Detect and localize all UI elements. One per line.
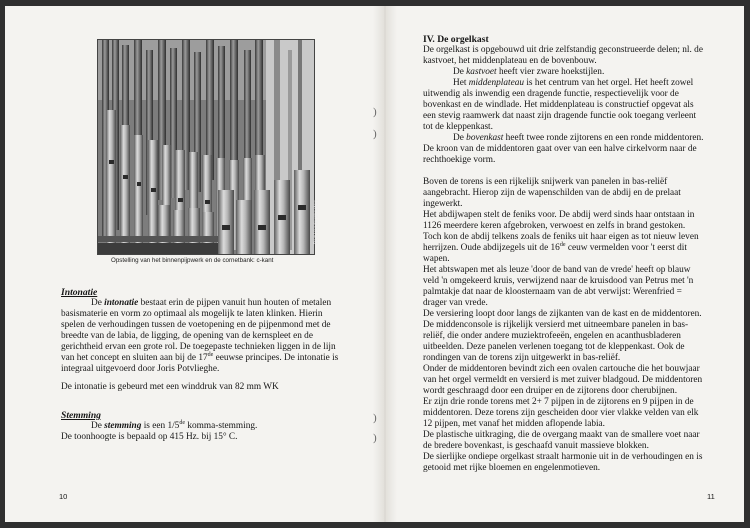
stemming-heading: Stemming <box>61 410 101 421</box>
orgelkast-line: drager van vrede. <box>423 298 488 308</box>
orgelkast-line: De sierlijke ondiepe orgelkast straalt harmonie uit in de verhoudingen en is <box>423 452 703 462</box>
orgelkast-line: ingewerkt. <box>423 199 463 209</box>
orgelkast-line: Boven de torens is een rijkelijk snijwerk van panelen in bas-reliëf <box>423 177 668 187</box>
orgelkast-line: Het abdijwapen stelt de feniks voor. De abdij werd sinds haar ontstaan in <box>423 210 695 220</box>
orgelkast-line: De kroon van de middentoren gaat over van een halve cirkelvorm naar de <box>423 144 697 154</box>
orgelkast-line: 12 pijpen, met vanaf het midden aflopende labia. <box>423 419 606 429</box>
orgelkast-line: tot de kleppenkast. <box>423 122 493 132</box>
intonatie-winddruk: De intonatie is gebeurd met een winddruk van 82 mm WK <box>61 382 279 392</box>
orgelkast-line: De kastvoet heeft vier zware hoekstijlen. <box>453 67 605 77</box>
orgelkast-line: palmtakje dat naar de kloosternaam van de abt verwijst: Werenfried = <box>423 287 682 297</box>
binding-mark: ) <box>373 106 377 118</box>
orgelkast-line: De bovenkast heeft twee ronde zijtorens en een ronde middentoren. <box>453 133 704 143</box>
orgelkast-line: Onder de middentoren bevindt zich een ovalen cartouche die het bouwjaar <box>423 364 700 374</box>
orgelkast-line: De orgelkast is opgebouwd uit drie zelfstandig geconstrueerde delen; nl. de <box>423 45 703 55</box>
page-number-left: 10 <box>59 492 68 501</box>
orgelkast-section <box>423 34 741 474</box>
orgelkast-line: een stevig raamwerk dat naast zijn dragende functie ook toegang verleent <box>423 111 697 121</box>
orgelkast-line: uitbeelden. Deze panelen verlenen toegang tot de kleppenkast. Ook de <box>423 342 685 352</box>
orgelkast-line: veld 'n omgekeerd kruis, verwijzend naar de kruisdood van Petrus met 'n <box>423 276 694 286</box>
stemming-section <box>61 410 353 443</box>
orgelkast-line: reliëf, die onder andere muziektrofeeën, engelen en acanthusbladeren <box>423 331 681 341</box>
orgelkast-line: de bredere bovenkast, is geschaafd vanuit massieve blokken. <box>423 441 649 451</box>
orgelkast-line: van het orgel vermeldt en versierd is met zuiver bladgoud. De middentoren <box>423 375 703 385</box>
orgelkast-line: 1126 meerdere keren afgebroken, verwoest en zelfs in brand gestoken. <box>423 221 686 231</box>
binding-mark: ) <box>373 412 377 424</box>
photo-credit: Bert Vanderstraeten <box>313 200 319 245</box>
orgelkast-line: uitwendig als inwendig een dragende functie, respectievelijk voor de <box>423 89 679 99</box>
orgelkast-line: rondingen van de torens zijn uitgewerkt in bas-reliëf. <box>423 353 621 363</box>
right-page <box>385 6 744 522</box>
orgelkast-line: Toch kon de abdij telkens zoals de feniks uit haar eigen as tot nieuw leven <box>423 232 699 242</box>
orgelkast-line: wapen. <box>423 254 450 264</box>
orgelkast-line: De plastische uitkraging, die de overgang maakt van de smallere voet naar <box>423 430 700 440</box>
intonatie-line-6: van het concept en sluiten aan bij de 17de eeuwse principes. De intonatie is <box>61 351 339 363</box>
orgelkast-line: De middenconsole is rijkelijk versierd met uitneembare panelen in bas- <box>423 320 689 330</box>
intonatie-line-5: gerichtheid ervan een grote rol. De toegepaste technieken liggen in de lijn <box>61 342 336 352</box>
intonatie-line-4: breedte van de labia, de ligging, de opening van de kernspleet en de <box>61 331 313 341</box>
orgelkast-line: herrijzen. Oude abdijzegels uit de 16de ceuw vermelden voor 't eerst dit <box>423 241 687 253</box>
intonatie-line-1: De intonatie bestaat erin de pijpen vanuit hun houten of metalen <box>91 298 332 308</box>
orgelkast-line: getooid met rijke bloemen en engelenmotieven. <box>423 463 601 473</box>
orgelkast-line: Er zijn drie ronde torens met 2+ 7 pijpen in de zijtorens en 9 pijpen in de <box>423 397 694 407</box>
intonatie-line-3: spelen de verhoudingen tussen de voetopening en de pijpenmond met de <box>61 320 331 330</box>
orgelkast-line: aangebracht. Hierop zijn de wapenschilden van de abdij en de prelaat <box>423 188 681 198</box>
intonatie-section <box>61 287 353 393</box>
orgelkast-line: rechthoekige vorm. <box>423 155 496 165</box>
intonatie-line-7: integraal uitgevoerd door Joris Potvlieghe. <box>61 364 220 374</box>
left-page <box>5 6 377 522</box>
page-number-right: 11 <box>707 492 715 501</box>
photo-caption: Opstelling van het binnenpijpwerk en de cornetbank: c-kant <box>111 257 274 264</box>
orgelkast-heading: IV. De orgelkast <box>423 34 489 45</box>
intonatie-line-2: basismaterie en vorm zo optimaal als mogelijk te laten klinken. Hierin <box>61 309 323 319</box>
organ-pipes-illustration <box>98 40 314 254</box>
binding-mark: ) <box>373 128 377 140</box>
binding-mark: ) <box>373 432 377 444</box>
orgelkast-line: Het abtswapen met als leuze 'door de band van de vrede' heeft op blauw <box>423 265 691 275</box>
orgelkast-line: Het middenplateau is het centrum van het orgel. Het heeft zowel <box>453 78 694 88</box>
stemming-line-1: De stemming is een 1/5de komma-stemming. <box>91 419 258 431</box>
intonatie-heading: Intonatie <box>61 287 98 298</box>
orgelkast-line: De versiering loopt door langs de zijkanten van de kast en de middentoren. <box>423 309 702 319</box>
orgelkast-line: wordt geschraagd door een druiper en de zijtorens door cherubijnen. <box>423 386 678 396</box>
orgelkast-line: middentoren. Deze torens zijn gescheiden door vier vlakke velden van elk <box>423 408 699 418</box>
orgelkast-line: bovenkast en de windlade. Het middenplateau is constructief opgevat als <box>423 100 694 110</box>
organ-pipework-photo <box>97 39 319 255</box>
book-spread <box>5 6 744 522</box>
orgelkast-line: kastvoet, het middenplateau en de bovenbouw. <box>423 56 597 66</box>
stemming-line-2: De toonhoogte is bepaald op 415 Hz. bij 15° C. <box>61 432 238 442</box>
paragraph-gap <box>423 166 741 177</box>
